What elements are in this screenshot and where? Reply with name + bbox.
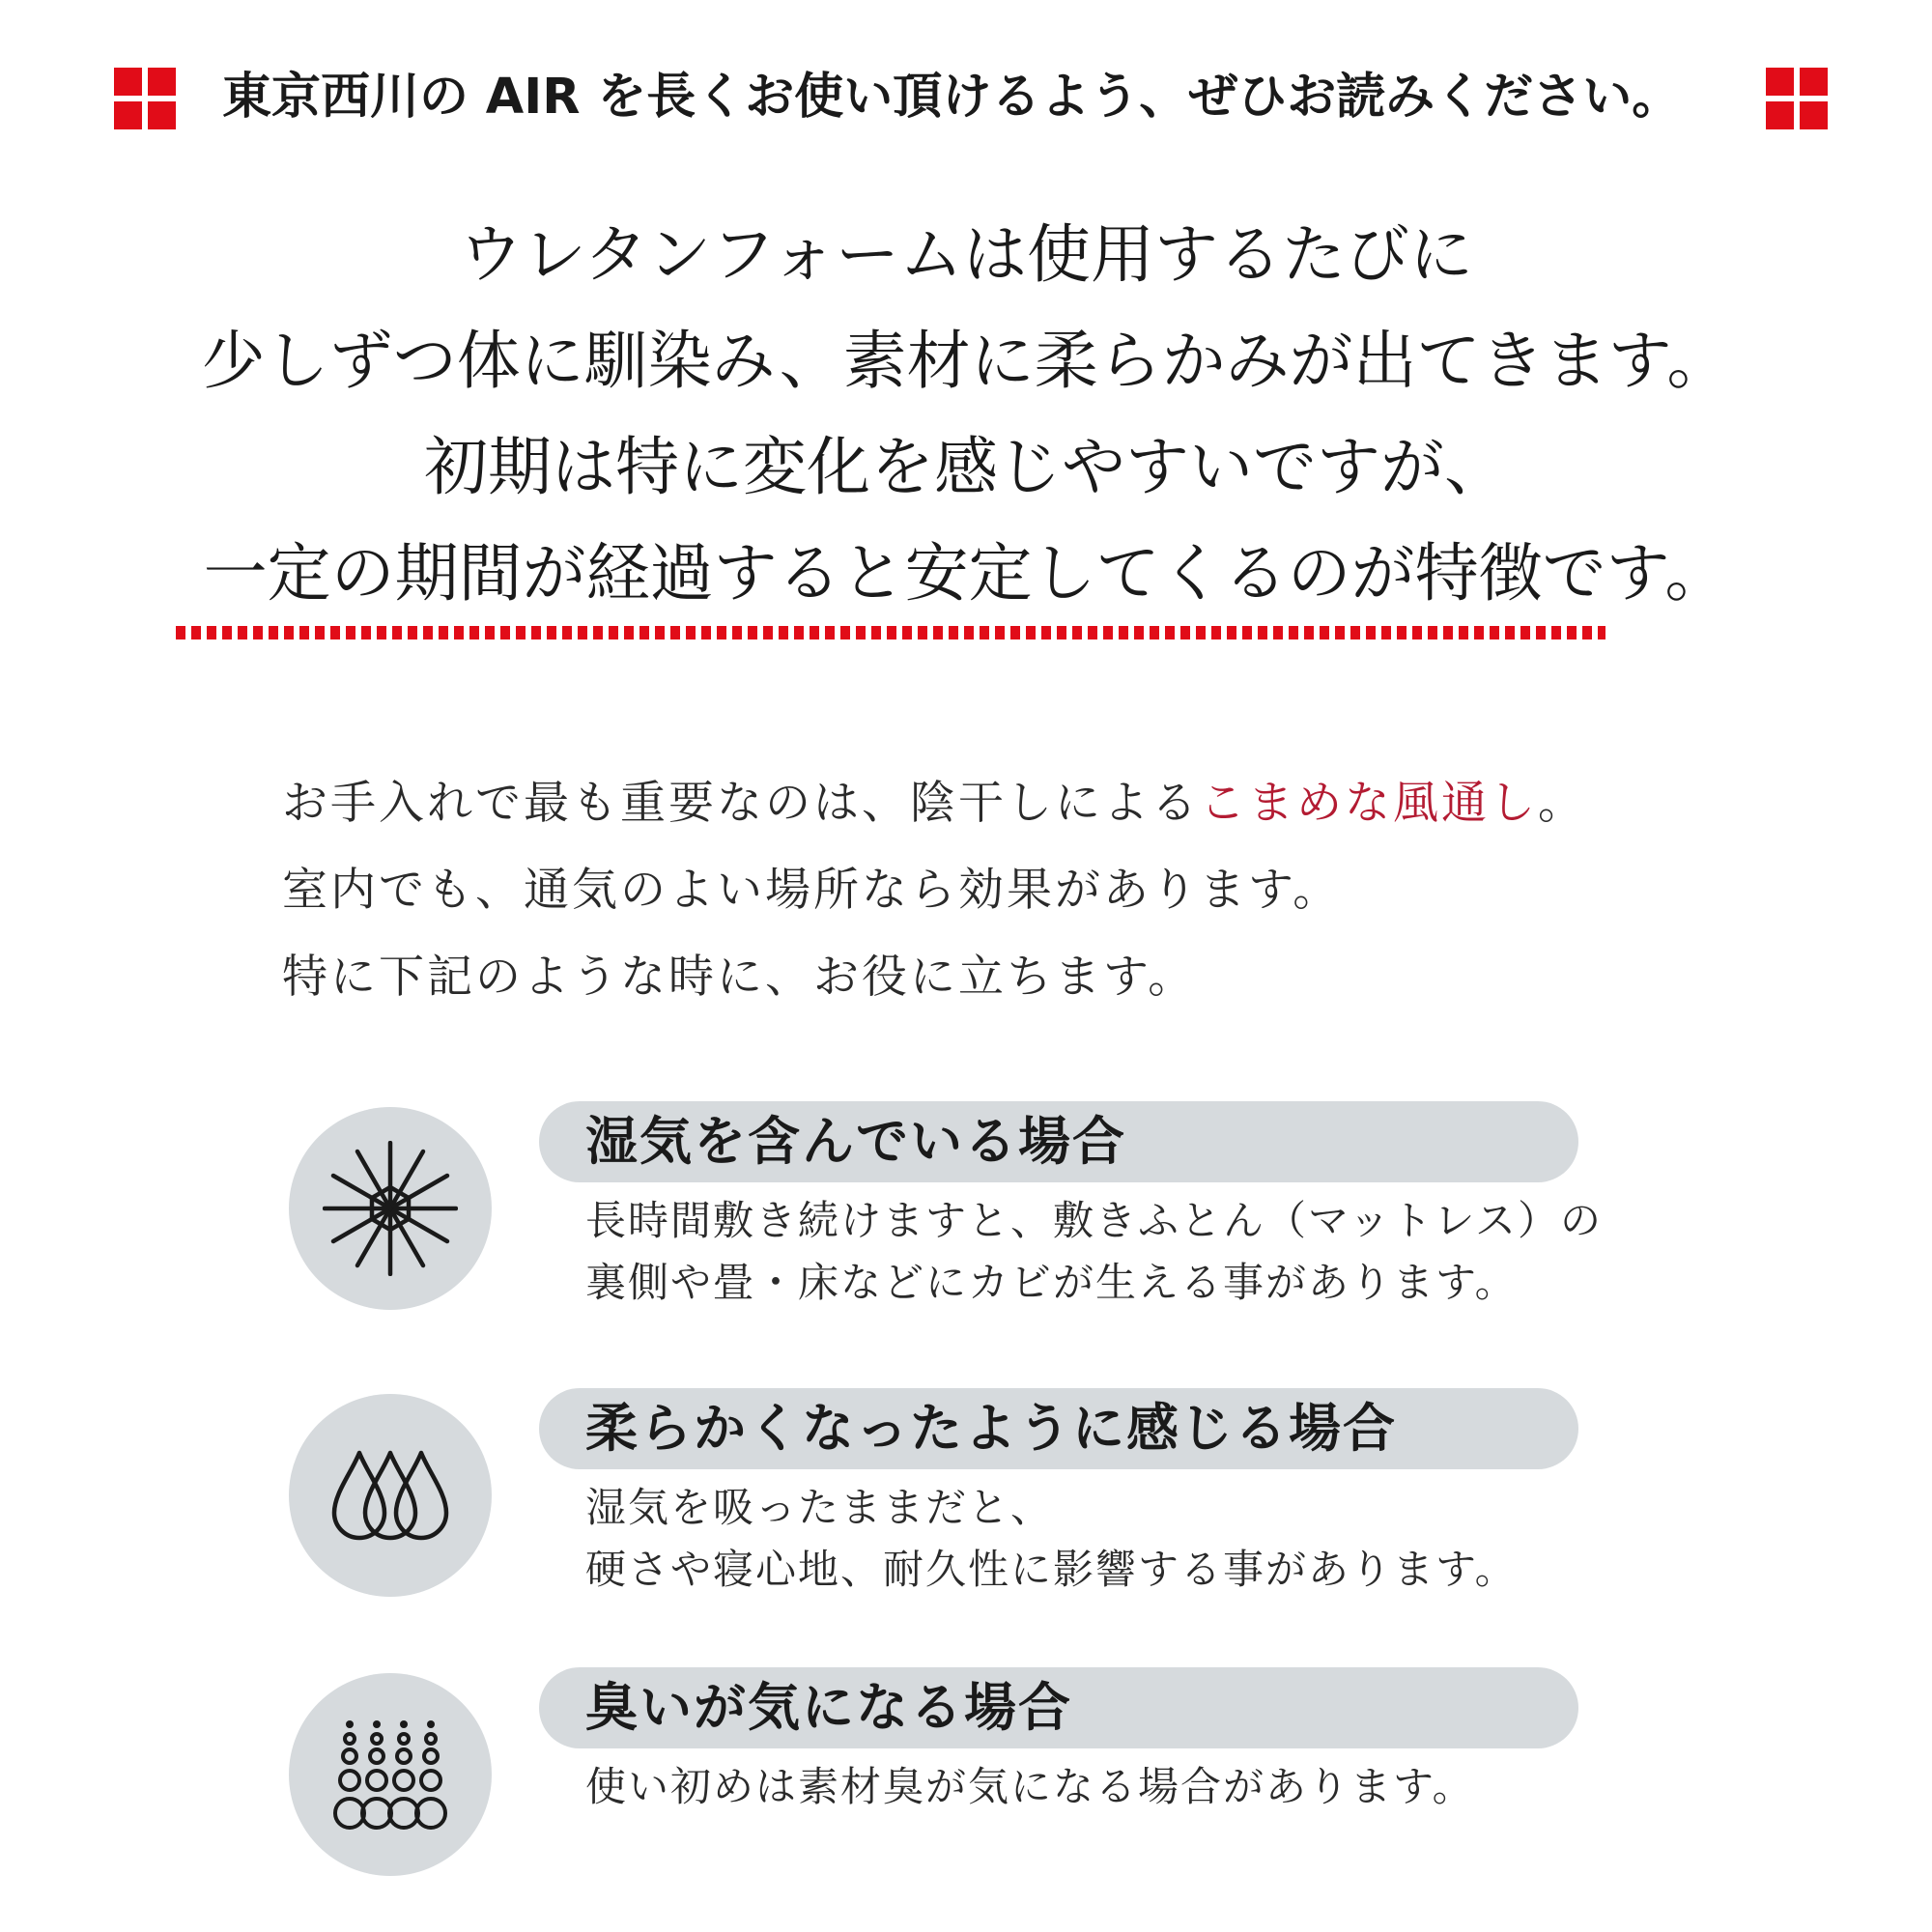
red-square-icon: [114, 68, 176, 129]
section-title: 臭いが気になる場合: [585, 1677, 1072, 1738]
section-desc-line-1: 湿気を吸ったままだと、: [585, 1484, 1054, 1531]
mold-icon: [323, 1141, 458, 1276]
lead-line-3: 初期は特に変化を感じやすいですが、: [424, 430, 1508, 504]
section-desc-line-1: 使い初めは素材臭が気になる場合があります。: [585, 1763, 1475, 1810]
intro-highlight: こまめな風通し: [1200, 777, 1538, 830]
water-drops-icon: [323, 1428, 458, 1563]
header: [0, 60, 1932, 137]
section-title: 湿気を含んでいる場合: [585, 1111, 1126, 1172]
lead-line-2: 少しずつ体に馴染み、素材に柔らかみが出てきます。: [201, 324, 1731, 398]
intro-line-1-prefix: お手入れで最も重要なのは、陰干しによる: [282, 777, 1200, 830]
intro-line-3: 特に下記のような時に、お役に立ちます。: [282, 951, 1197, 1004]
icon-badge: [289, 1107, 492, 1310]
page-title: 東京西川の AIR を長くお使い頂けるよう、ぜひお読みください。: [222, 69, 1682, 126]
icon-badge: [289, 1394, 492, 1597]
icon-badge: [289, 1673, 492, 1876]
section-desc-line-2: 硬さや寝心地、耐久性に影響する事があります。: [585, 1546, 1518, 1593]
lead-line-4: 一定の期間が経過すると安定してくるのが特徴です。: [203, 536, 1729, 611]
red-square-icon: [1766, 68, 1828, 129]
section-title: 柔らかくなったように感じる場合: [585, 1398, 1397, 1459]
care-item-odor: [0, 1667, 1932, 1880]
intro-line-1: [282, 773, 1731, 835]
lead-line-1: ウレタンフォームは使用するたびに: [458, 217, 1474, 292]
care-item-softening: [0, 1388, 1932, 1601]
odor-icon: [323, 1707, 458, 1842]
section-desc-line-1: 長時間敷き続けますと、敷きふとん（マットレス）の: [585, 1197, 1604, 1244]
intro-line-1-suffix: 。: [1538, 777, 1586, 830]
section-desc-line-2: 裏側や畳・床などにカビが生える事があります。: [585, 1259, 1518, 1306]
intro-line-2: 室内でも、通気のよい場所なら効果があります。: [282, 864, 1342, 917]
dotted-underline: [176, 626, 1605, 639]
care-item-humidity: [0, 1101, 1932, 1314]
